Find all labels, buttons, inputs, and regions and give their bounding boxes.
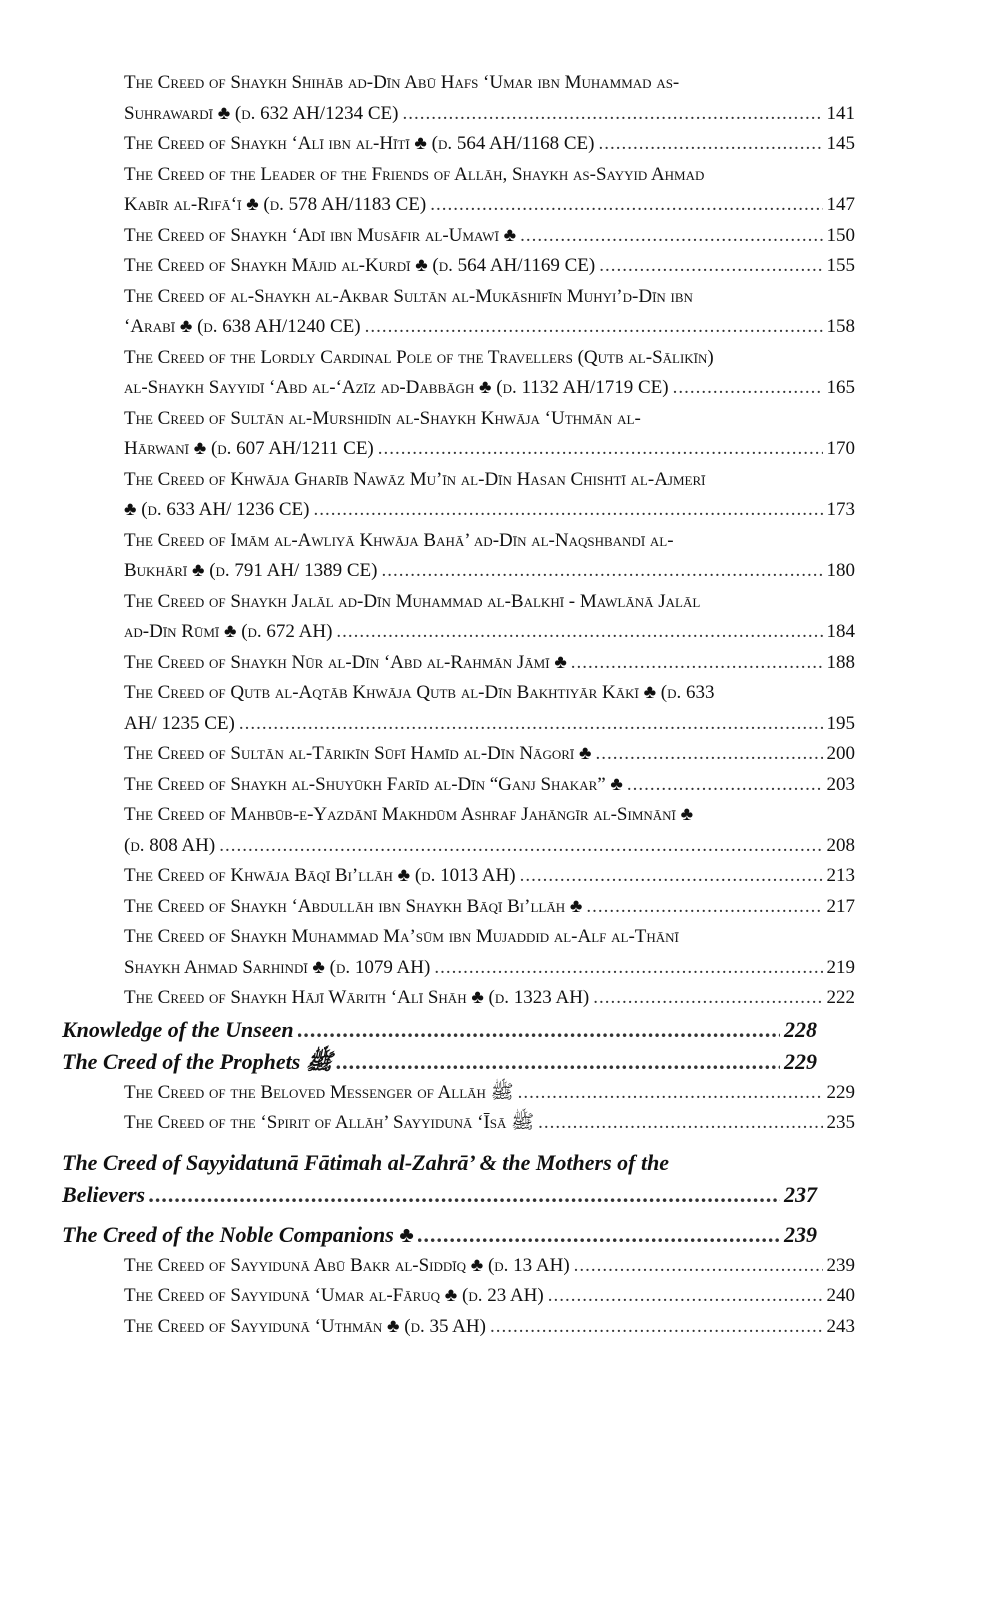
toc-entry-title: The Creed of Shaykh ‘Adī ibn Musāfir al-Umawī ♣	[124, 224, 517, 246]
dot-leader	[402, 99, 822, 130]
toc-chapter-entry[interactable]	[62, 1046, 817, 1078]
toc-page-number: 229	[826, 1081, 855, 1103]
dot-leader	[673, 373, 823, 404]
toc-entry-title: (d. 808 AH)	[124, 834, 216, 856]
toc-page-number: 184	[826, 621, 855, 642]
toc-entry-line	[124, 922, 855, 953]
toc-entry-title: ♣ (d. 633 AH/ 1236 CE)	[124, 499, 310, 520]
toc-entry-line	[124, 434, 855, 465]
toc-section-entry[interactable]	[124, 587, 855, 648]
dot-leader	[336, 617, 822, 648]
toc-entry-line	[124, 465, 855, 496]
dot-leader	[378, 434, 823, 465]
toc-entry-title: The Creed of al-Shaykh al-Akbar Sultān al-Mukāshifīn Muhyi’d-Dīn ibn	[124, 285, 693, 307]
toc-entry-title: The Creed of the Noble Companions ♣	[62, 1221, 414, 1247]
toc-entry-line	[124, 770, 855, 801]
dot-leader	[365, 312, 823, 343]
toc-section-entry[interactable]	[124, 1108, 855, 1139]
toc-page-number: 195	[826, 712, 855, 734]
dot-leader	[593, 983, 822, 1014]
toc-page-number: 208	[826, 834, 855, 856]
toc-entry-title: Bukhārī ♣ (d. 791 AH/ 1389 CE)	[124, 560, 378, 581]
toc-page-number: 217	[826, 895, 855, 917]
toc-entry-title: Shaykh Ahmad Sarhindī ♣ (d. 1079 AH)	[124, 956, 431, 978]
toc-section-entry[interactable]	[124, 800, 855, 861]
toc-page-number: 141	[826, 102, 855, 124]
toc-section-entry[interactable]	[124, 251, 855, 282]
toc-entry-line	[124, 221, 855, 252]
toc-entry-title: The Creed of Sayyidatunā Fātimah al-Zahrā’ & the Mothers of the	[62, 1149, 670, 1175]
toc-entry-title: Believers	[62, 1181, 146, 1207]
toc-page-number: 235	[826, 1112, 855, 1133]
toc-page-number: 188	[826, 651, 855, 673]
toc-entry-title: The Creed of Shaykh Mājid al-Kurdī ♣ (d. 564 AH/1169 CE)	[124, 255, 596, 276]
toc-page-number: 200	[826, 743, 855, 764]
dot-leader	[239, 709, 823, 740]
toc-entry-title: The Creed of Shaykh Nūr al-Dīn ‘Abd al-Rahmān Jāmī ♣	[124, 651, 567, 673]
toc-entry-title: The Creed of Shaykh Muhammad Ma’sūm ibn Mujaddid al-Alf al-Thānī	[124, 926, 679, 947]
toc-entry-title: ‘Arabī ♣ (d. 638 AH/1240 CE)	[124, 316, 361, 337]
toc-page-number: 239	[784, 1221, 817, 1247]
dot-leader	[434, 953, 822, 984]
toc-entry-line	[62, 1147, 817, 1179]
dot-leader	[336, 1046, 780, 1078]
toc-page-number: 180	[826, 560, 855, 581]
toc-section-entry[interactable]	[124, 861, 855, 892]
toc-entry-line	[124, 709, 855, 740]
toc-entry-line	[124, 1312, 855, 1343]
toc-page-number: 240	[826, 1285, 855, 1306]
dot-leader	[490, 1312, 823, 1343]
toc-entry-title: The Creed of Imām al-Awliyā Khwāja Bahā’ ad-Dīn al-Naqshbandī al-	[124, 529, 674, 551]
toc-entry-title: AH/ 1235 CE)	[124, 712, 235, 734]
toc-page-number: 158	[826, 316, 855, 337]
toc-entry-line	[124, 556, 855, 587]
toc-entry-title: The Creed of Mahbūb-e-Yazdānī Makhdūm Ashraf Jahāngīr al-Simnānī ♣	[124, 804, 694, 825]
dot-leader	[599, 251, 822, 282]
toc-entry-line	[124, 160, 855, 191]
dot-leader	[595, 739, 822, 770]
toc-page-number: 203	[826, 773, 855, 795]
toc-page-number: 239	[826, 1254, 855, 1276]
toc-page-number: 165	[826, 377, 855, 398]
toc-chapter-entry[interactable]	[62, 1147, 817, 1211]
toc-entry-line	[124, 983, 855, 1014]
toc-entry-title: Kabīr al-Rifā‘ī ♣ (d. 578 AH/1183 CE)	[124, 194, 427, 215]
toc-page-number: 155	[826, 255, 855, 276]
toc-section-entry[interactable]	[124, 282, 855, 343]
toc-page-number: 173	[826, 499, 855, 520]
toc-section-entry[interactable]	[124, 526, 855, 587]
toc-entry-title: The Creed of Shaykh ‘Alī ibn al-Hītī ♣ (d. 564 AH/1168 CE)	[124, 133, 595, 154]
toc-section-entry[interactable]	[124, 770, 855, 801]
toc-entry-title: The Creed of Sultān al-Tārikīn Sūfī Hamīd al-Dīn Nāgorī ♣	[124, 743, 592, 764]
toc-entry-line	[124, 129, 855, 160]
dot-leader	[571, 648, 823, 679]
dot-leader	[381, 556, 822, 587]
toc-section-entry[interactable]	[124, 739, 855, 770]
dot-leader	[574, 1251, 823, 1282]
toc-entry-line	[124, 617, 855, 648]
toc-entry-line	[124, 739, 855, 770]
dot-leader	[313, 495, 822, 526]
toc-entry-line	[62, 1046, 817, 1078]
dot-leader	[149, 1179, 780, 1211]
toc-entry-title: The Creed of Shaykh Jalāl ad-Dīn Muhammad al-Balkhī - Mawlānā Jalāl	[124, 590, 701, 612]
toc-entry-line	[124, 953, 855, 984]
toc-section-entry[interactable]	[124, 129, 855, 160]
toc-entry-title: The Creed of Shaykh ‘Abdullāh ibn Shaykh Bāqī Bi’llāh ♣	[124, 895, 583, 917]
toc-section-entry[interactable]	[124, 1251, 855, 1282]
toc-entry-line	[124, 678, 855, 709]
toc-page-number: 147	[826, 194, 855, 215]
toc-entry-title: The Creed of Sayyidunā Abū Bakr al-Siddīq ♣ (d. 13 AH)	[124, 1254, 570, 1276]
dot-leader	[627, 770, 823, 801]
toc-page-number: 145	[826, 133, 855, 154]
dot-leader	[298, 1014, 780, 1046]
toc-section-entry[interactable]	[124, 922, 855, 983]
toc-entry-title: The Creed of Qutb al-Aqtāb Khwāja Qutb al-Dīn Bakhtiyār Kākī ♣ (d. 633	[124, 682, 715, 703]
toc-entry-title: The Creed of Shaykh Shihāb ad-Dīn Abū Hafs ‘Umar ibn Muhammad as-	[124, 72, 680, 93]
toc-entry-line	[62, 1219, 817, 1251]
toc-entry-line	[62, 1179, 817, 1211]
toc-entry-line	[62, 1014, 817, 1046]
toc-page-number: 228	[784, 1016, 817, 1042]
toc-entry-title: The Creed of the Leader of the Friends of Allāh, Shaykh as-Sayyid Ahmad	[124, 163, 705, 185]
dot-leader	[538, 1108, 822, 1139]
toc-section-entry[interactable]	[124, 343, 855, 404]
toc-entry-line	[124, 831, 855, 862]
toc-entry-title: The Creed of the Lordly Cardinal Pole of the Travellers (Qutb al-Sālikīn)	[124, 346, 714, 368]
toc-entry-title: The Creed of Sultān al-Murshidīn al-Shaykh Khwāja ‘Uthmān al-	[124, 407, 641, 429]
toc-section-entry[interactable]	[124, 404, 855, 465]
toc-section-entry[interactable]	[124, 648, 855, 679]
dot-leader	[548, 1281, 823, 1312]
toc-entry-title: The Creed of the Prophets ﷺ	[62, 1048, 333, 1074]
toc-entry-title: The Creed of Shaykh al-Shuyūkh Farīd al-Dīn “Ganj Shakar” ♣	[124, 773, 623, 795]
dot-leader	[418, 1219, 780, 1251]
toc-page-number: 237	[784, 1181, 817, 1207]
toc-entry-line	[124, 1108, 855, 1139]
toc-entry-title: Hārwanī ♣ (d. 607 AH/1211 CE)	[124, 438, 374, 459]
toc-entry-title: The Creed of the Beloved Messenger of Allāh ﷺ	[124, 1081, 514, 1103]
toc-page-number: 229	[784, 1048, 817, 1074]
dot-leader	[520, 861, 823, 892]
toc-section-entry[interactable]	[124, 221, 855, 252]
toc-page-number: 170	[826, 438, 855, 459]
toc-entry-line	[124, 190, 855, 221]
dot-leader	[598, 129, 822, 160]
dot-leader	[520, 221, 822, 252]
toc-entry-line	[124, 587, 855, 618]
toc-entry-line	[124, 861, 855, 892]
toc-section-entry[interactable]	[124, 1078, 855, 1109]
table-of-contents	[0, 68, 986, 1342]
toc-entry-line	[124, 1281, 855, 1312]
toc-entry-line	[124, 99, 855, 130]
toc-entry-line	[124, 68, 855, 99]
toc-section-entry[interactable]	[124, 1312, 855, 1343]
toc-entry-title: The Creed of Shaykh Hājī Wārith ‘Alī Shāh ♣ (d. 1323 AH)	[124, 987, 590, 1008]
toc-page-number: 219	[826, 956, 855, 978]
toc-page-number: 222	[826, 987, 855, 1008]
toc-entry-title: Suhrawardī ♣ (d. 632 AH/1234 CE)	[124, 102, 399, 124]
toc-entry-line	[124, 1251, 855, 1282]
toc-entry-line	[124, 495, 855, 526]
toc-entry-title: The Creed of the ‘Spirit of Allāh’ Sayyidunā ‘Īsā ﷺ	[124, 1112, 535, 1133]
toc-entry-line	[124, 1078, 855, 1109]
toc-entry-title: ad-Dīn Rūmī ♣ (d. 672 AH)	[124, 621, 333, 642]
dot-leader	[518, 1078, 823, 1109]
dot-leader	[430, 190, 822, 221]
toc-entry-line	[124, 312, 855, 343]
toc-section-entry[interactable]	[124, 983, 855, 1014]
toc-entry-line	[124, 251, 855, 282]
toc-entry-title: Knowledge of the Unseen	[62, 1016, 294, 1042]
toc-section-entry[interactable]	[124, 465, 855, 526]
toc-entry-line	[124, 373, 855, 404]
toc-entry-title: al-Shaykh Sayyidī ‘Abd al-‘Azīz ad-Dabbāgh ♣ (d. 1132 AH/1719 CE)	[124, 377, 669, 398]
toc-page-number: 150	[826, 224, 855, 246]
toc-section-entry[interactable]	[124, 892, 855, 923]
toc-chapter-entry[interactable]	[62, 1219, 817, 1251]
toc-section-entry[interactable]	[124, 68, 855, 129]
toc-entry-line	[124, 282, 855, 313]
toc-entry-line	[124, 648, 855, 679]
dot-leader	[219, 831, 822, 862]
toc-entry-line	[124, 800, 855, 831]
toc-entry-line	[124, 892, 855, 923]
toc-entry-title: The Creed of Sayyidunā ‘Umar al-Fāruq ♣ (d. 23 AH)	[124, 1285, 544, 1306]
toc-page-number: 213	[826, 865, 855, 886]
toc-section-entry[interactable]	[124, 1281, 855, 1312]
toc-entry-title: The Creed of Sayyidunā ‘Uthmān ♣ (d. 35 AH)	[124, 1315, 486, 1337]
dot-leader	[586, 892, 822, 923]
toc-section-entry[interactable]	[124, 160, 855, 221]
toc-entry-title: The Creed of Khwāja Gharīb Nawāz Mu’īn al-Dīn Hasan Chishtī al-Ajmerī	[124, 468, 706, 490]
toc-chapter-entry[interactable]	[62, 1014, 817, 1046]
toc-entry-line	[124, 404, 855, 435]
toc-entry-title: The Creed of Khwāja Bāqī Bi’llāh ♣ (d. 1013 AH)	[124, 865, 516, 886]
toc-section-entry[interactable]	[124, 678, 855, 739]
toc-page-number: 243	[826, 1315, 855, 1337]
toc-entry-line	[124, 343, 855, 374]
toc-entry-line	[124, 526, 855, 557]
